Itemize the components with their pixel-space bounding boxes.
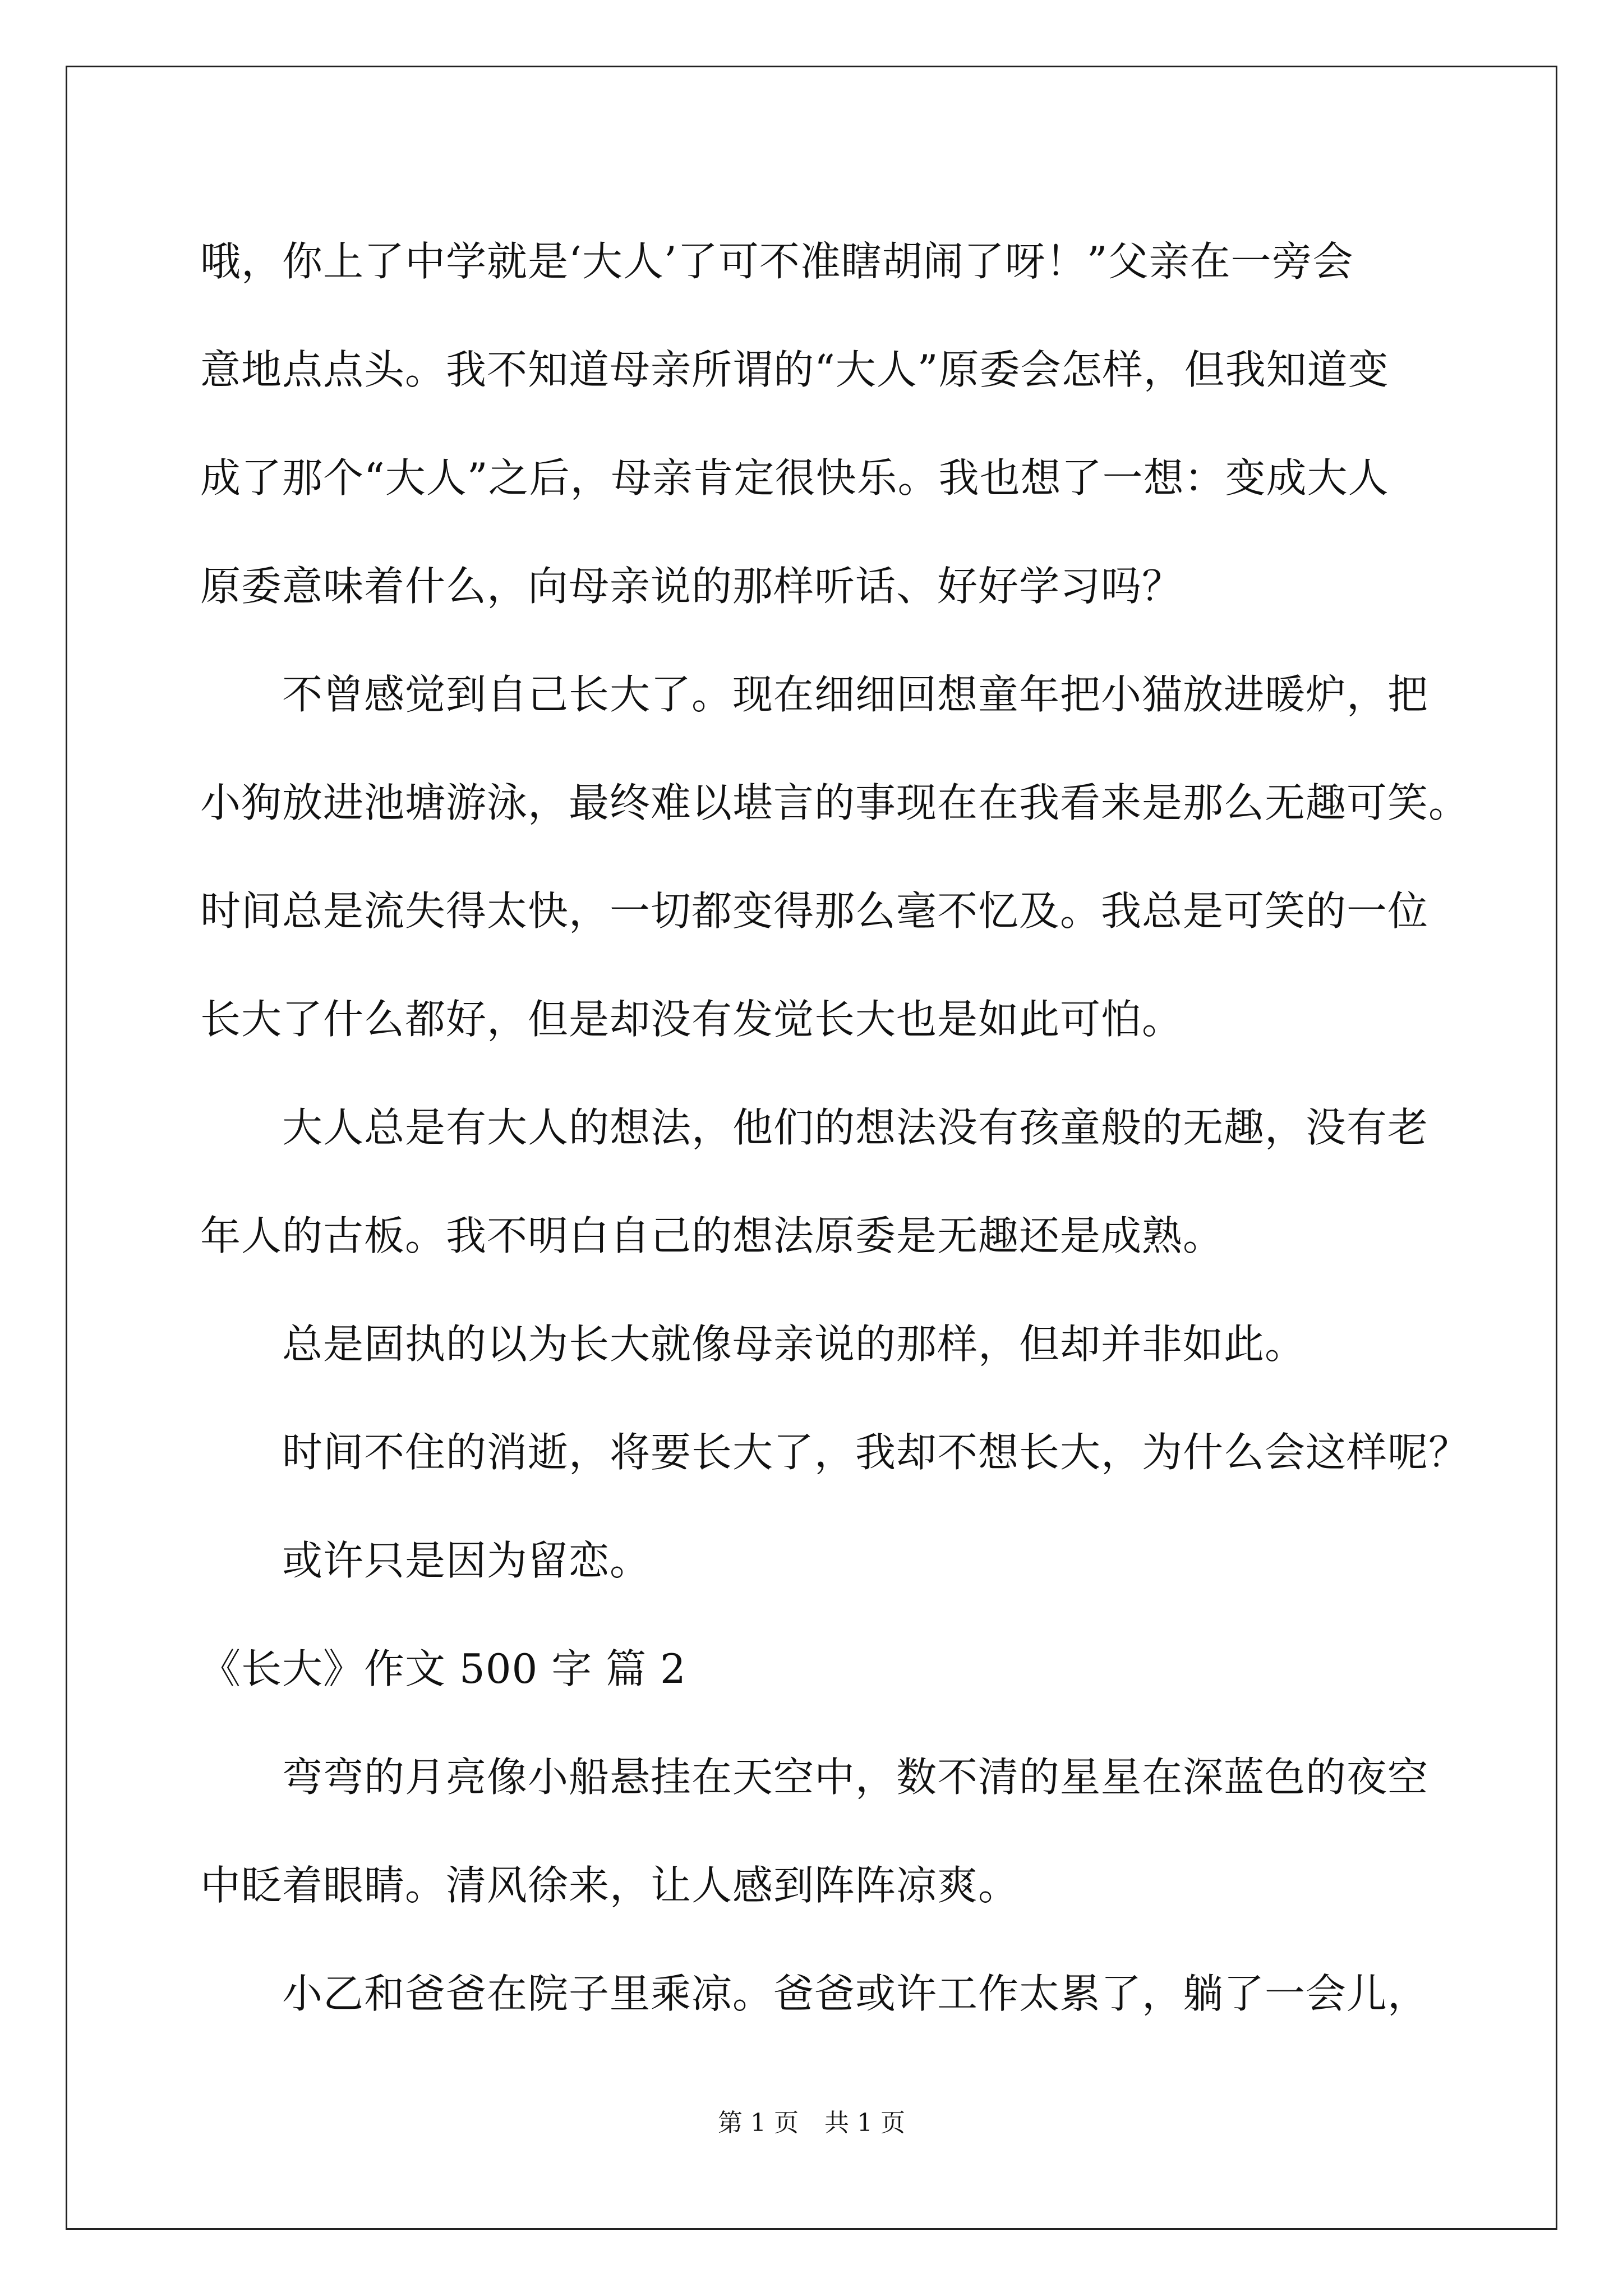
text-line: 意地点点头。我不知道母亲所谓的“大人”原委会怎样，但我知道变: [200, 346, 1389, 393]
text-line: 大人总是有大人的想法，他们的想法没有孩童般的无趣，没有老: [282, 1104, 1429, 1151]
text-line: 长大了什么都好，但是却没有发觉长大也是如此可怕。: [200, 996, 1183, 1043]
text-line: 中眨着眼睛。清风徐来，让人感到阵阵凉爽。: [200, 1862, 1020, 1909]
text-line: 不曾感觉到自己长大了。现在细细回想童年把小猫放进暖炉，把: [282, 671, 1429, 718]
page-number: 第 1 页: [718, 2109, 799, 2137]
text-line: 原委意味着什么，向母亲说的那样听话、好好学习吗？: [200, 563, 1183, 610]
page-total: 共 1 页: [824, 2109, 905, 2137]
text-line: 时间不住的消逝，将要长大了，我却不想长大，为什么会这样呢？: [282, 1429, 1470, 1476]
text-line: 哦，你上了中学就是‘大人’了可不准瞎胡闹了呀！”父亲在一旁会: [200, 238, 1354, 285]
page-footer: [0, 2106, 1623, 2140]
text-line: 时间总是流失得太快，一切都变得那么毫不忆及。我总是可笑的一位: [200, 887, 1429, 935]
section-heading: 《长大》作文 500 字 篇 2: [200, 1645, 686, 1692]
text-line: 总是固执的以为长大就像母亲说的那样，但却并非如此。: [282, 1320, 1306, 1368]
text-line: 小乙和爸爸在院子里乘凉。爸爸或许工作太累了，躺了一会儿，: [282, 1970, 1429, 2017]
text-line: 年人的古板。我不明白自己的想法原委是无趣还是成熟。: [200, 1212, 1224, 1259]
text-line: 弯弯的月亮像小船悬挂在天空中，数不清的星星在深蓝色的夜空: [282, 1754, 1429, 1801]
text-line: 小狗放进池塘游泳，最终难以堪言的事现在在我看来是那么无趣可笑。: [200, 779, 1470, 826]
text-line: 或许只是因为留恋。: [282, 1537, 651, 1584]
text-line: 成了那个“大人”之后，母亲肯定很快乐。我也想了一想：变成大人: [200, 454, 1389, 501]
document-body: [200, 208, 1470, 2048]
